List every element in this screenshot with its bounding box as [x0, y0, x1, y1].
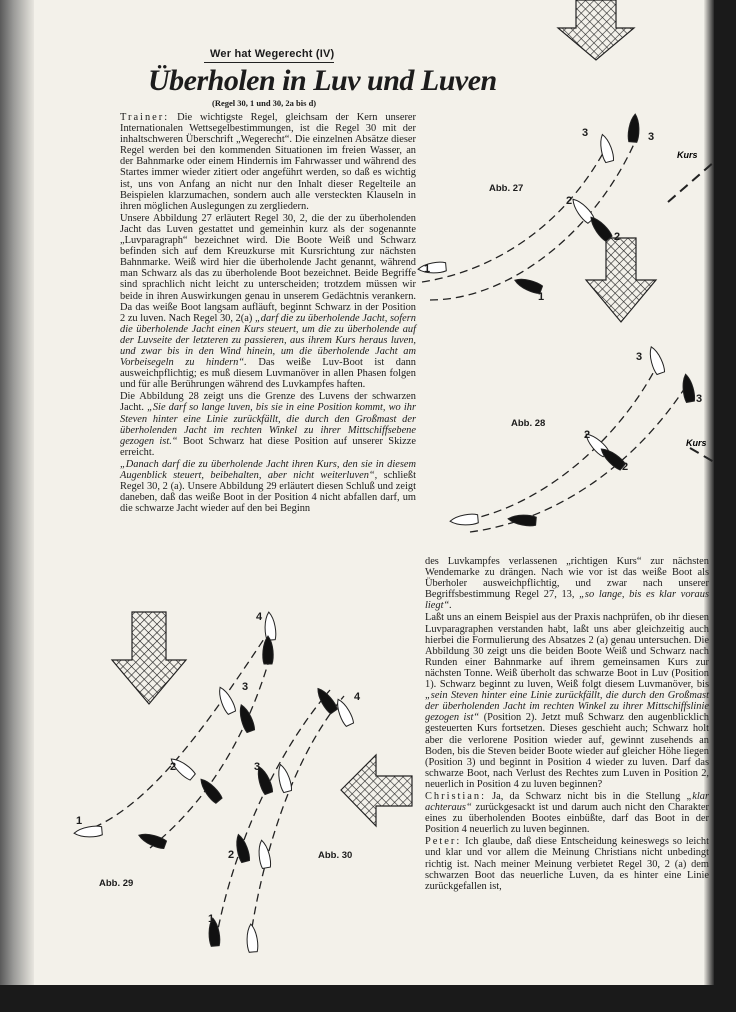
- paragraph-text: Ich glaube, daß diese Entscheidung keineswegs so leicht und klar und vor allem die Meinung Christians nicht unbedingt richtig ist. Nach meiner Meinung verbietet Regel 30, 2 (a) dem schwarzen Boot das neuerliche Luven, da es hinter eine Linie zurückgefallen ist,: [425, 836, 709, 892]
- position-number: 4: [256, 611, 263, 623]
- paragraph-text: Ja, da Schwarz nicht bis in die Stellung: [492, 790, 681, 802]
- boat-black: [197, 776, 223, 804]
- wind-arrow-abb27: [558, 0, 634, 60]
- rule-quote: „so lange, bis es klar voraus liegt“.: [425, 589, 709, 612]
- rule-quote: „sein Steven hinter eine Linie zurückfällt, die durch den Großmast der überholenden Jacht im rechten Winkel zu ihrer Mittschiffslinie gezogen ist“: [425, 690, 709, 724]
- boat-black: [628, 114, 641, 143]
- figure-label-abb27: Abb. 27: [489, 183, 524, 194]
- wind-arrow-abb28: [586, 238, 656, 322]
- course-line: [250, 696, 344, 940]
- position-number: 3: [696, 393, 703, 405]
- position-number: 2: [584, 429, 591, 441]
- course-line: [456, 360, 660, 522]
- boat-white: [418, 262, 447, 275]
- series-kicker: Wer hat Wegerecht (IV): [210, 48, 335, 60]
- position-number: 1: [538, 291, 545, 303]
- position-number: 1: [424, 263, 431, 275]
- speaker-peter: Peter:: [425, 836, 462, 848]
- boat-black: [680, 373, 695, 402]
- course-line: [470, 380, 690, 532]
- course-line: [216, 690, 330, 940]
- boat-black: [233, 833, 250, 863]
- position-number: 2: [622, 461, 629, 473]
- boat-white: [450, 514, 479, 527]
- boat-white: [215, 685, 236, 715]
- boat-white: [275, 763, 292, 793]
- position-number: 2: [614, 231, 621, 243]
- boat-black: [508, 514, 537, 527]
- course-label: Kurs: [686, 438, 707, 448]
- position-number: 3: [254, 761, 261, 773]
- course-arrow-abb27: [668, 162, 714, 202]
- paragraph-text: (Position 2). Jetzt muß Schwarz den augenblicklich gesteuerten Kurs fortsetzen. Dieses geschieht auch; Schwarz holt aber die verlorene Position wieder auf, gewinnt zusehends an Boden, bis die Steven beider Boote wieder auf gleicher Höhe liegen (Position 3) und beginnt in Position 4 wieder zu luven. Darf das schwarze Boot, nach Verlust des Rechtes zum Luven in Position 2, neuerlich in Position 4 zu luven beginnen?: [425, 712, 709, 790]
- course-arrow-abb28: [690, 448, 714, 462]
- speaker-christian: Christian:: [425, 790, 486, 802]
- boat-white: [646, 345, 665, 375]
- rule-quote: „darf die zu überholende Jacht, sofern die überholende Jacht einen Kurs steuert, um die zu überholende auf der Luvseite der letzteren zu passieren, aus ihrem Kurs heraus luven, und zwar bis in den Wind hinein, um die überholende Jacht am Vorbeisegeln zu hindern“.: [120, 312, 416, 369]
- figure-label-abb28: Abb. 28: [511, 418, 546, 429]
- paragraph-text: Unsere Abbildung 27 erläutert Regel 30, 2, die der zu überholenden Jacht das Luven gestattet und gemeinhin kurz als der sogenannte „Luvparagraph“ bezeichnet wird. Die Boote Weiß und Schwarz befinden sich auf dem Kreuzkurse mit Kursrichtung zur nächsten Bahnmarke. Weiß wird hier die überholende Jacht genannt, während man Schwarz als das zu überholende Boot bezeichnet. Beide Begriffe sind sprachlich nicht leicht zu unterscheiden; trotzdem müssen wir beide in ihren Auswirkungen genau in unserem Gedächtnis verankern. Da das weiße Boot langsam aufläuft, beginnt Schwarz in der Position 2 zu luven. Nach Regel 30, 2(a): [120, 212, 416, 324]
- position-number: 3: [582, 127, 589, 139]
- rule-quote: „Sie darf so lange luven, bis sie in eine Position kommt, wo ihr Steven hinter eine Linie zurückfällt, die durch den Großmast der überholenden Jacht im rechten Winkel zu ihrer Mittschiffsebene gezogen ist.“: [120, 402, 416, 447]
- boat-white: [264, 612, 277, 641]
- wind-arrow-abb30: [341, 755, 412, 826]
- course-label: Kurs: [677, 150, 698, 160]
- paragraph-text: schließt Regel 30, 2 (a). Unsere Abbildung 29 erläutert diesen Schluß und zeigt daneben, daß das weiße Boot in der Position 4 nicht abfallen darf, um die schwarze Jacht wieder auf den bei Beginn: [120, 470, 416, 515]
- paragraph-text: Das weiße Luv-Boot ist dann ausweichpflichtig; es muß diesem Luvmanöver in allen Phasen folgen und für alle Berührungen während des Luvkampfes haften.: [120, 357, 416, 391]
- boat-black: [314, 686, 339, 715]
- rule-quote: „klar achteraus“: [425, 790, 709, 814]
- position-number: 1: [208, 913, 215, 925]
- boat-white: [246, 924, 259, 953]
- paragraph-text: Boot Schwarz hat diese Position auf unserer Skizze erreicht.: [120, 435, 416, 458]
- position-number: 3: [648, 131, 655, 143]
- rule-quote: „Danach darf die zu überholende Jacht ihren Kurs, den sie in diesem Augenblick steuert, beibehalten, aber nicht weiterluven“,: [120, 458, 416, 481]
- paragraph-text: des Luvkampfes verlassenen „richtigen Kurs“ zur nächsten Wendemarke zu drängen. Nach wie vor ist das weiße Boot als Überholer ausweichpflichtig, und zwar nach unserer Begriffsbestimmung Regel 27, 13,: [425, 556, 709, 601]
- position-number: 2: [566, 195, 573, 207]
- paragraph-text: zurückgesackt ist und darum auch nicht den Charakter eines zu überholenden Bootes einbüßte, darf das Boot in der Position 4 neuerlich zu luven beginnen.: [425, 802, 709, 836]
- paragraph-text: Laßt uns an einem Beispiel aus der Praxis nachprüfen, ob ihr diesen Luvparagraphen verstanden habt, laßt uns aber gleichzeitig auch hierbei die Formulierung des Absatzes 2 (a) genau untersuchen. Die Abbildung 30 zeigt uns die beiden Boote Weiß und Schwarz nach Runden einer Bahnmarke auf ihrem gemeinsamen Kurs zur nächsten Tonne. Weiß überholt das schwarze Boot in Luv (Position 1). Schwarz beginnt zu luven, Weiß folgt diesem Luvmanöver, bis: [425, 612, 709, 691]
- boat-white: [333, 697, 354, 727]
- article-title: Überholen in Luv und Luven: [148, 64, 497, 97]
- position-number: 4: [354, 691, 361, 703]
- boat-white: [256, 839, 271, 868]
- wind-arrow-abb29: [112, 612, 186, 704]
- boat-black: [587, 214, 613, 242]
- position-number: 1: [76, 815, 83, 827]
- speaker-trainer: Trainer:: [120, 112, 170, 123]
- article-subtitle: (Regel 30, 1 und 30, 2a bis d): [212, 98, 317, 108]
- position-number: 3: [242, 681, 249, 693]
- figure-label-abb30: Abb. 30: [318, 850, 353, 861]
- paragraph-text: Die wichtigste Regel, gleichsam der Kern unserer Internationalen Wettsegelbestimmungen, ist die Regel 30 mit der inhaltschweren Überschrift „Wegerecht“. Die einzelnen Absätze dieser Regel werden bei den kommenden Situationen im freien Wasser, an der Bahnmarke oder einem Hindernis im Fahrwasser und während des Startes immer wieder zitiert oder angeführt werden, so daß es wichtig ist, uns von Anfang an nicht nur den Inhalt dieser Regelteile an Beispielen klarzumachen, sondern auch alle versteckten Klauseln in ihren möglichen Auslegungen zu zergliedern.: [120, 112, 416, 212]
- boat-white: [74, 826, 103, 839]
- position-number: 2: [170, 761, 177, 773]
- position-number: 3: [636, 351, 643, 363]
- paragraph-text: Die Abbildung 28 zeigt uns die Grenze des Luvens der schwarzen Jacht.: [120, 391, 416, 414]
- position-number: 2: [228, 849, 235, 861]
- figure-label-abb29: Abb. 29: [99, 878, 134, 889]
